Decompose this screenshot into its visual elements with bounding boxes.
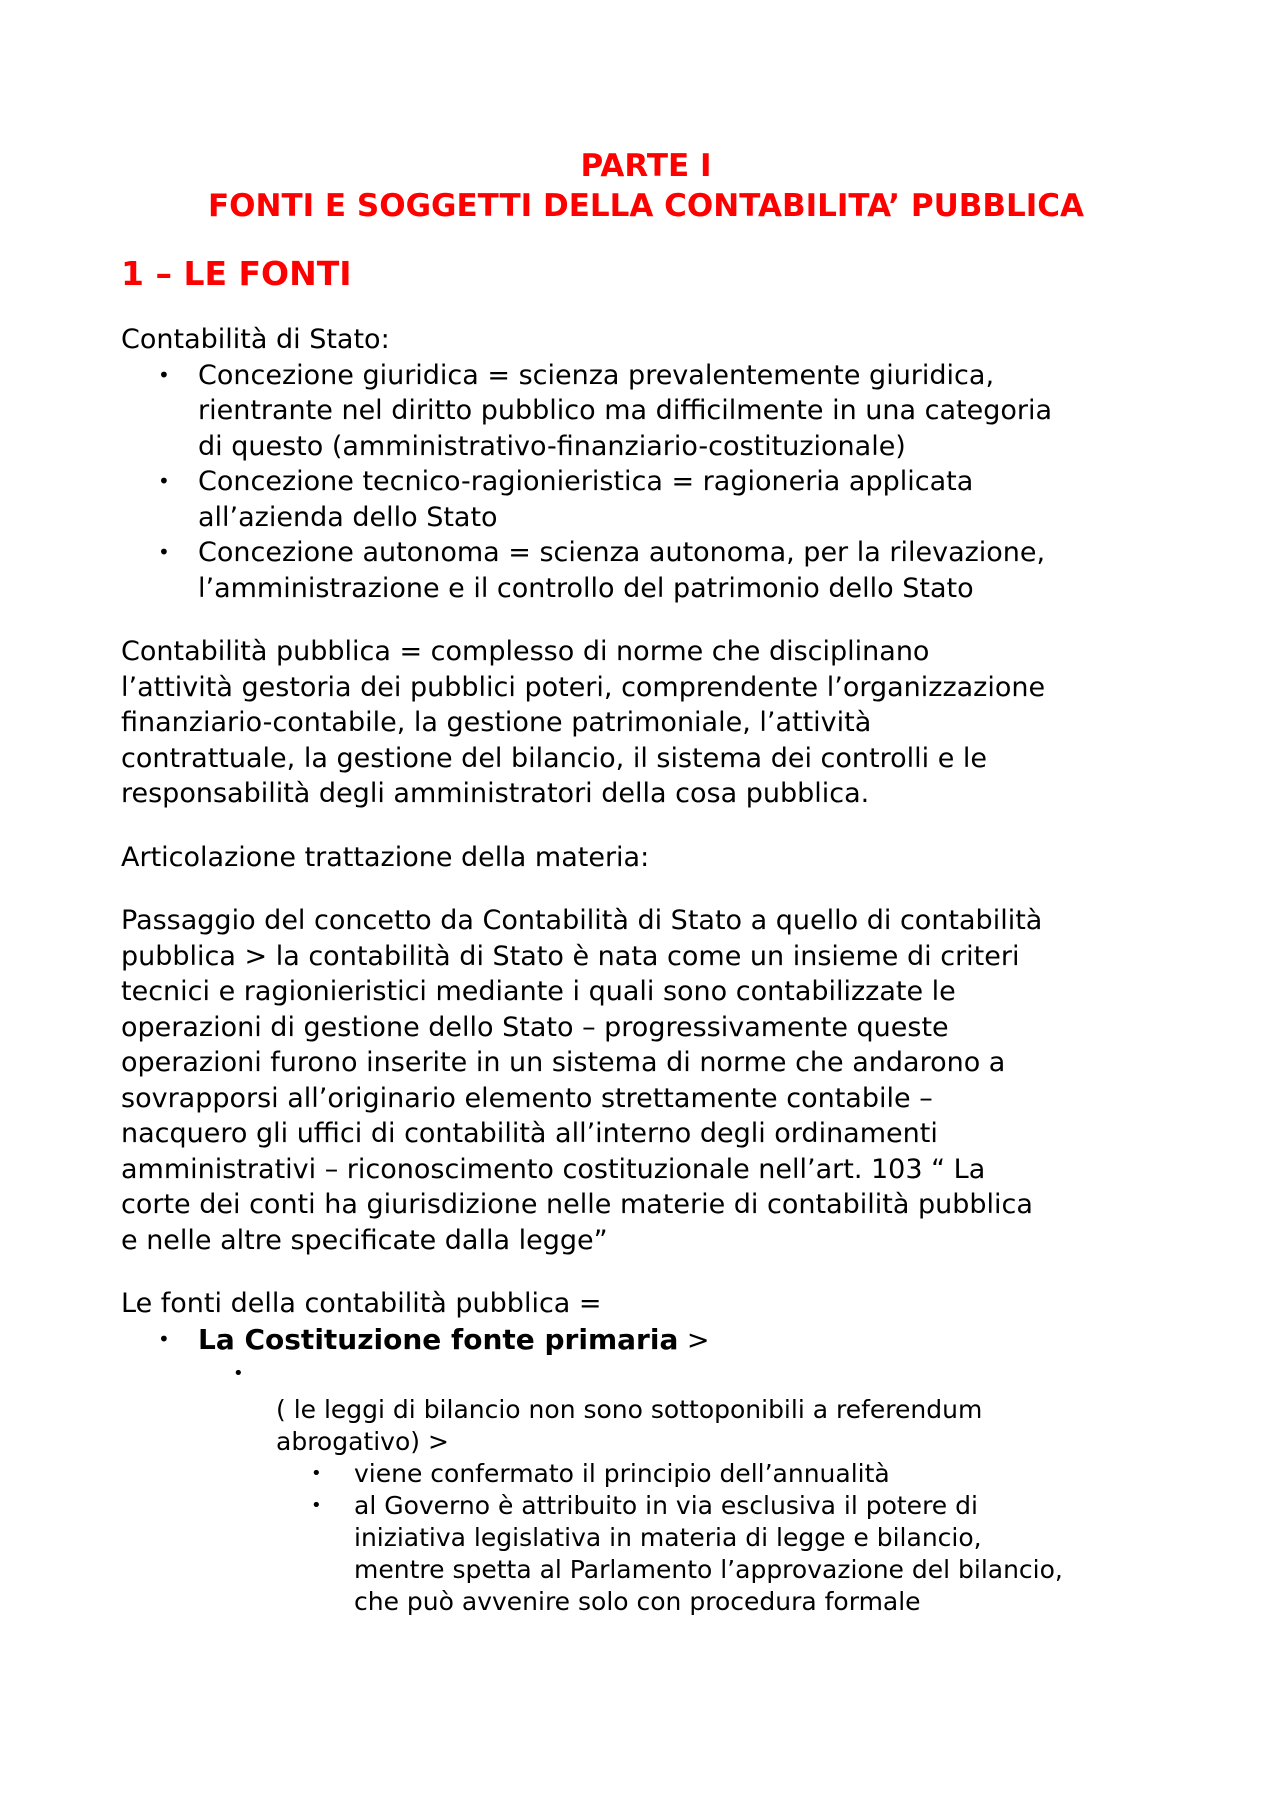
list-item-line: mentre spetta al Parlamento l’approvazione del bilancio,: [354, 1555, 1063, 1584]
paragraph-line: nacquero gli uffici di contabilità all’interno degli ordinamenti: [121, 1118, 938, 1149]
list-item: [121, 535, 1171, 606]
paragraph-line: amministrativi – riconoscimento costituzionale nell’art. 103 “ La: [121, 1153, 986, 1185]
paragraph-line: Contabilità pubblica = complesso di norme che disciplinano: [121, 636, 930, 667]
list-item: [121, 1490, 1171, 1618]
list-item-line: l’amministrazione e il controllo del patrimonio dello Stato: [198, 572, 974, 604]
list-item-line: che può avvenire solo con procedura formale: [354, 1587, 921, 1616]
list-item-line: iniziativa legislativa in materia di legge e bilancio,: [354, 1523, 982, 1552]
paragraph-line: contrattuale, la gestione del bilancio, il sistema dei controlli e le: [121, 742, 988, 774]
section3-paragraph: Articolazione trattazione della materia:: [121, 841, 650, 873]
paragraph-line: operazioni furono inserite in un sistema di norme che andarono a: [121, 1047, 1006, 1078]
document-content: [121, 146, 1171, 1618]
section5-sub-block: [121, 1358, 1171, 1618]
paragraph-line: sovrapporsi all’originario elemento strettamente contabile –: [121, 1082, 933, 1114]
spacer: [121, 1258, 1171, 1286]
section5-intro: Le fonti della contabilità pubblica =: [121, 1288, 602, 1319]
chapter-title: 1 – LE FONTI: [121, 254, 352, 293]
list-item-line: Concezione tecnico-ragionieristica = ragioneria applicata: [198, 466, 974, 497]
paragraph-line: abrogativo) >: [276, 1427, 449, 1456]
list-item-line: di questo (amministrativo-finanziario-costituzionale): [198, 430, 906, 462]
paragraph-line: ( le leggi di bilancio non sono sottoponibili a referendum: [276, 1395, 983, 1424]
bullet-icon: •: [158, 1326, 170, 1351]
list-item-line: Concezione giuridica = scienza prevalentemente giuridica,: [198, 359, 995, 391]
bullet-icon: •: [233, 1363, 244, 1384]
paragraph-line: Passaggio del concetto da Contabilità di Stato a quello di contabilità: [121, 905, 1043, 936]
paragraph-line: responsabilità degli amministratori della cosa pubblica.: [121, 778, 870, 809]
paragraph-line: corte dei conti ha giurisdizione nelle materie di contabilità pubblica: [121, 1189, 1033, 1220]
paragraph-line: finanziario-contabile, la gestione patrimoniale, l’attività: [121, 707, 872, 738]
list-item: [121, 1458, 1171, 1490]
section5-sub-list: [121, 1458, 1171, 1618]
bullet-icon: •: [311, 1495, 322, 1516]
list-item-line: all’azienda dello Stato: [198, 501, 498, 533]
paragraph-line: e nelle altre specificate dalla legge”: [121, 1224, 608, 1256]
bullet-icon: •: [158, 540, 170, 564]
part-title: PARTE I: [580, 148, 712, 184]
list-item: [121, 1322, 1171, 1359]
costituzione-suffix: >: [678, 1324, 710, 1356]
section1-list: [121, 358, 1171, 607]
spacer: [121, 294, 1171, 322]
bullet-icon: •: [158, 469, 170, 493]
costituzione-label: La Costituzione fonte primaria: [198, 1322, 679, 1356]
paragraph-line: tecnici e ragionieristici mediante i quali sono contabilizzate le: [121, 976, 956, 1007]
paragraph-line: operazioni di gestione dello Stato – progressivamente queste: [121, 1011, 949, 1043]
list-item-line: [198, 1322, 1171, 1359]
list-item-line: viene confermato il principio dell’annualità: [354, 1459, 890, 1488]
section5-list: [121, 1322, 1171, 1359]
bullet-icon: •: [311, 1463, 322, 1484]
list-item-line: Concezione autonoma = scienza autonoma, per la rilevazione,: [198, 537, 1046, 568]
empty-list-item: [121, 1358, 1171, 1390]
section2-paragraph: [121, 634, 1171, 812]
section4-paragraph: [121, 903, 1171, 1258]
spacer: [121, 812, 1171, 840]
paragraph-line: pubblica > la contabilità di Stato è nata come un insieme di criteri: [121, 940, 1020, 972]
bullet-icon: •: [158, 362, 170, 387]
part-subtitle: FONTI E SOGGETTI DELLA CONTABILITA’ PUBBLICA: [207, 188, 1085, 224]
list-item-line: al Governo è attribuito in via esclusiva il potere di: [354, 1491, 978, 1520]
list-item-line: rientrante nel diritto pubblico ma difficilmente in una categoria: [198, 395, 1053, 426]
section1-intro: Contabilità di Stato:: [121, 324, 390, 355]
sub-paragraph: [121, 1394, 1171, 1458]
list-item: [121, 358, 1171, 465]
list-item: [121, 464, 1171, 535]
paragraph-line: l’attività gestoria dei pubblici poteri, comprendente l’organizzazione: [121, 671, 1046, 703]
spacer: [121, 875, 1171, 903]
spacer: [121, 606, 1171, 634]
